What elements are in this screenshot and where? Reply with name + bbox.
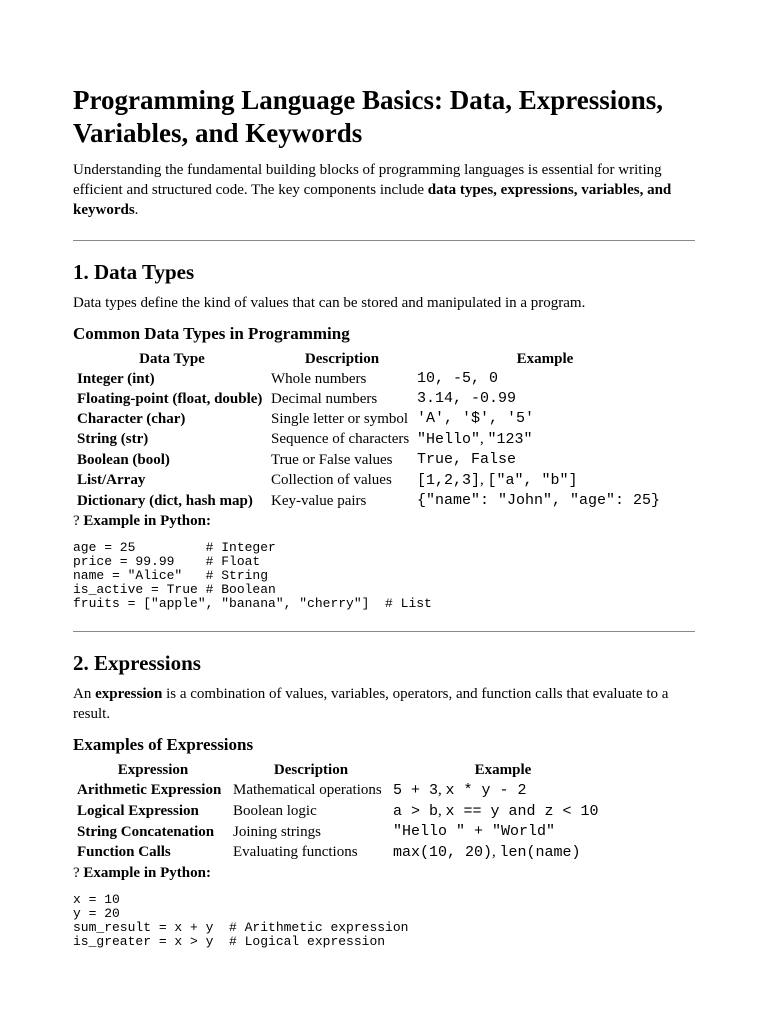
example-prefix: ? (73, 865, 84, 881)
example-code: "123" (487, 431, 533, 448)
row-term: String Concatenation (77, 824, 215, 840)
column-header: Example (474, 762, 532, 778)
column-header: Expression (117, 762, 189, 778)
row-description: Boolean logic (233, 803, 317, 819)
row-example: "Hello", "123" (417, 431, 533, 448)
example-code: "Hello" (417, 431, 481, 448)
row-example (415, 389, 675, 409)
row-term: Function Calls (77, 844, 171, 860)
row-term: List/Array (77, 472, 146, 488)
example-label (73, 863, 695, 883)
table-header-row (75, 760, 615, 780)
row-term: Arithmetic Expression (77, 782, 222, 798)
example-label-text: Example in Python: (83, 865, 211, 881)
intro-text: Understanding the fundamental building blocks of programming languages is essential for writing efficient and structured code. The key components include (73, 162, 662, 198)
example-code: a > b (393, 803, 439, 820)
column-header: Description (273, 762, 349, 778)
example-label (73, 511, 695, 531)
table-row (75, 491, 675, 511)
row-term: String (str) (77, 431, 149, 447)
table-row (75, 450, 675, 470)
table-row (75, 822, 615, 842)
column-header: Data Type (139, 351, 205, 367)
document-content (73, 84, 695, 949)
row-example (415, 491, 675, 511)
table-row (75, 429, 675, 450)
row-example: a > b, x == y and z < 10 (393, 803, 599, 820)
example-code: 3.14, -0.99 (417, 390, 517, 407)
expressions-table (75, 760, 615, 863)
row-example: 5 + 3, x * y - 2 (393, 782, 527, 799)
example-code: len(name) (499, 844, 581, 861)
row-description: Decimal numbers (271, 391, 378, 407)
divider (73, 631, 695, 632)
section-paragraph (73, 684, 695, 724)
example-code: x * y - 2 (445, 782, 527, 799)
example-code: max(10, 20) (393, 844, 493, 861)
table-row (75, 470, 675, 491)
example-code: "Hello " + "World" (393, 823, 556, 840)
column-header: Example (516, 351, 574, 367)
row-example (415, 409, 675, 429)
row-description: Evaluating functions (233, 844, 358, 860)
code-block: x = 10 y = 20 sum_result = x + y # Arithmetic expression is_greater = x > y # Logical expression (73, 892, 409, 949)
row-term: Character (char) (77, 411, 186, 427)
intro-bold: data types, expressions, variables, and keywords (73, 182, 672, 218)
example-code: True, False (417, 451, 517, 468)
para-bold: expression (95, 686, 163, 702)
row-term: Boolean (bool) (77, 452, 170, 468)
row-term: Dictionary (dict, hash map) (77, 493, 253, 509)
row-description: Sequence of characters (271, 431, 410, 447)
section-paragraph: Data types define the kind of values that can be stored and manipulated in a program. (73, 295, 586, 311)
intro-paragraph (73, 160, 695, 220)
subsection-heading: Examples of Expressions (73, 735, 254, 754)
example-label-text: Example in Python: (83, 513, 211, 529)
row-description: Joining strings (233, 824, 321, 840)
row-description: Whole numbers (271, 371, 367, 387)
para-end: is a combination of values, variables, operators, and function calls that evaluate to a result. (73, 686, 669, 722)
table-row (75, 369, 675, 389)
table-row (75, 389, 675, 409)
section-heading: 1. Data Types (73, 260, 195, 284)
row-example (391, 822, 615, 842)
table-row (75, 801, 615, 822)
example-prefix: ? (73, 513, 84, 529)
subsection-heading: Common Data Types in Programming (73, 324, 350, 343)
para-start: An (73, 686, 96, 702)
example-code: 10, -5, 0 (417, 370, 499, 387)
table-header-row (75, 349, 675, 369)
row-term: Floating-point (float, double) (77, 391, 263, 407)
section-heading: 2. Expressions (73, 651, 201, 675)
example-code: x == y and z < 10 (445, 803, 599, 820)
code-block: age = 25 # Integer price = 99.99 # Float name = "Alice" # String is_active = True # Boolean fruits = ["apple", "banana", "cherry"] # List (73, 540, 432, 611)
row-description: True or False values (271, 452, 393, 468)
intro-end: . (134, 202, 139, 218)
row-example: [1,2,3], ["a", "b"] (417, 472, 578, 489)
table-row (75, 409, 675, 429)
page-title: Programming Language Basics: Data, Expressions, Variables, and Keywords (73, 85, 664, 148)
example-code: {"name": "John", "age": 25} (417, 492, 661, 509)
example-code: 'A', '$', '5' (417, 410, 535, 427)
column-header: Description (304, 351, 380, 367)
divider (73, 240, 695, 241)
row-description: Collection of values (271, 472, 392, 488)
table-row (75, 842, 615, 863)
row-example: max(10, 20), len(name) (393, 844, 581, 861)
example-code: [1,2,3] (417, 472, 481, 489)
data-types-table (75, 349, 675, 511)
example-code: ["a", "b"] (487, 472, 578, 489)
section-expressions (73, 650, 695, 949)
row-example (415, 369, 675, 389)
row-term: Integer (int) (77, 371, 155, 387)
row-description: Mathematical operations (233, 782, 382, 798)
section-data-types (73, 259, 695, 611)
row-term: Logical Expression (77, 803, 199, 819)
table-row (75, 780, 615, 801)
example-code: 5 + 3 (393, 782, 439, 799)
row-example (415, 450, 675, 470)
row-description: Key-value pairs (271, 493, 367, 509)
row-description: Single letter or symbol (271, 411, 409, 427)
